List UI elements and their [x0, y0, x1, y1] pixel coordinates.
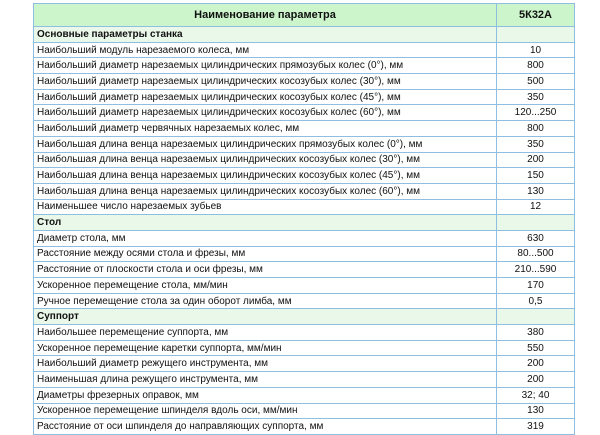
parameter-value: 200	[497, 372, 575, 388]
section-row	[34, 27, 575, 43]
parameter-value: 32; 40	[497, 387, 575, 403]
parameter-name: Наименьшая длина режущего инструмента, мм	[34, 372, 497, 388]
section-row	[34, 215, 575, 231]
parameter-name: Диаметр стола, мм	[34, 230, 497, 246]
parameter-name: Наибольший модуль нарезаемого колеса, мм	[34, 42, 497, 58]
table-row	[34, 74, 575, 90]
parameter-value: 210...590	[497, 262, 575, 278]
parameter-value: 500	[497, 74, 575, 90]
parameter-name: Ручное перемещение стола за один оборот лимба, мм	[34, 293, 497, 309]
table-row	[34, 372, 575, 388]
table-row	[34, 356, 575, 372]
parameter-value: 800	[497, 121, 575, 137]
parameter-value: 130	[497, 403, 575, 419]
table-row	[34, 183, 575, 199]
parameter-name: Наибольшая длина венца нарезаемых цилиндрических прямозубых колес (0°), мм	[34, 136, 497, 152]
table-row	[34, 121, 575, 137]
parameter-value: 630	[497, 230, 575, 246]
section-title: Основные параметры станка	[34, 27, 497, 43]
parameter-name: Наибольшая длина венца нарезаемых цилиндрических косозубых колес (30°), мм	[34, 152, 497, 168]
parameter-name: Наибольший диаметр нарезаемых цилиндрических косозубых колес (60°), мм	[34, 105, 497, 121]
table-row	[34, 293, 575, 309]
parameter-name: Расстояние между осями стола и фрезы, мм	[34, 246, 497, 262]
section-empty-cell	[497, 215, 575, 231]
parameter-value: 80...500	[497, 246, 575, 262]
parameter-value: 350	[497, 136, 575, 152]
table-row	[34, 403, 575, 419]
table-row	[34, 152, 575, 168]
parameter-value: 380	[497, 325, 575, 341]
parameter-name: Ускоренное перемещение стола, мм/мин	[34, 278, 497, 294]
parameter-value: 350	[497, 89, 575, 105]
parameter-value: 170	[497, 278, 575, 294]
section-empty-cell	[497, 27, 575, 43]
parameter-name: Наибольший диаметр червячных нарезаемых колес, мм	[34, 121, 497, 137]
parameter-name: Наибольший диаметр режущего инструмента, мм	[34, 356, 497, 372]
parameter-value: 130	[497, 183, 575, 199]
spec-table-body	[34, 4, 575, 435]
table-row	[34, 340, 575, 356]
section-row	[34, 309, 575, 325]
parameter-value: 800	[497, 58, 575, 74]
table-row	[34, 246, 575, 262]
parameter-name: Ускоренное перемещение каретки суппорта, мм/мин	[34, 340, 497, 356]
parameter-value: 150	[497, 168, 575, 184]
parameter-value: 120...250	[497, 105, 575, 121]
table-row	[34, 419, 575, 435]
spec-table-frame	[33, 3, 574, 435]
parameter-value: 319	[497, 419, 575, 435]
parameter-name: Расстояние от плоскости стола и оси фрезы, мм	[34, 262, 497, 278]
table-row	[34, 230, 575, 246]
parameter-name: Диаметры фрезерных оправок, мм	[34, 387, 497, 403]
parameter-name: Наибольший диаметр нарезаемых цилиндрических косозубых колес (30°), мм	[34, 74, 497, 90]
table-row	[34, 58, 575, 74]
parameter-name: Ускоренное перемещение шпинделя вдоль оси, мм/мин	[34, 403, 497, 419]
parameter-value: 10	[497, 42, 575, 58]
table-row	[34, 42, 575, 58]
parameter-value: 12	[497, 199, 575, 215]
parameter-name: Наибольшее перемещение суппорта, мм	[34, 325, 497, 341]
parameter-value: 550	[497, 340, 575, 356]
table-row	[34, 105, 575, 121]
table-row	[34, 168, 575, 184]
parameter-name: Наибольшая длина венца нарезаемых цилиндрических косозубых колес (45°), мм	[34, 168, 497, 184]
parameter-name: Наибольший диаметр нарезаемых цилиндрических прямозубых колес (0°), мм	[34, 58, 497, 74]
spec-table	[33, 3, 575, 435]
header-parameter-name: Наименование параметра	[34, 4, 497, 27]
parameter-name: Расстояние от оси шпинделя до направляющих суппорта, мм	[34, 419, 497, 435]
table-row	[34, 199, 575, 215]
parameter-value: 200	[497, 152, 575, 168]
table-row	[34, 278, 575, 294]
section-title: Стол	[34, 215, 497, 231]
table-row	[34, 262, 575, 278]
table-row	[34, 136, 575, 152]
parameter-name: Наибольшая длина венца нарезаемых цилиндрических косозубых колес (60°), мм	[34, 183, 497, 199]
header-model: 5К32А	[497, 4, 575, 27]
table-row	[34, 89, 575, 105]
parameter-value: 200	[497, 356, 575, 372]
section-empty-cell	[497, 309, 575, 325]
parameter-value: 0,5	[497, 293, 575, 309]
table-header-row	[34, 4, 575, 27]
parameter-name: Наименьшее число нарезаемых зубьев	[34, 199, 497, 215]
parameter-name: Наибольший диаметр нарезаемых цилиндрических косозубых колес (45°), мм	[34, 89, 497, 105]
table-row	[34, 325, 575, 341]
section-title: Суппорт	[34, 309, 497, 325]
